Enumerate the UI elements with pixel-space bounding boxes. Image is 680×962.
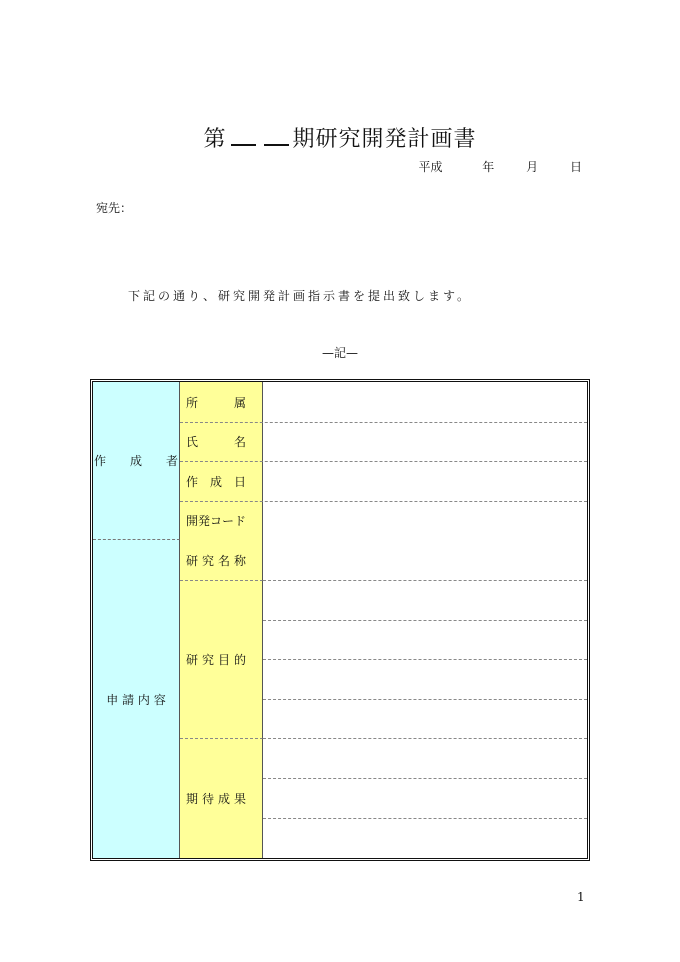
row-divider — [263, 620, 587, 621]
field-label-affiliation — [180, 382, 263, 422]
author-section-label — [93, 382, 180, 540]
field-label-dev-code — [180, 501, 263, 540]
expected-results-label-text: 期待成果 — [186, 792, 251, 806]
row-divider — [263, 580, 587, 581]
date-year: 年 — [482, 160, 495, 174]
name-label-text: 氏 名 — [186, 435, 247, 449]
dev-code-label-text: 開発コード — [186, 514, 247, 528]
row-divider — [263, 659, 587, 660]
row-divider — [180, 501, 587, 502]
title-blank-1[interactable] — [231, 126, 256, 146]
ki-heading: —記— — [321, 346, 358, 360]
date-day: 日 — [569, 160, 582, 174]
request-section-text: 申 請 内 容 — [106, 692, 166, 707]
request-section-label — [93, 540, 180, 858]
row-divider — [263, 699, 587, 700]
addressee-label: 宛先： — [96, 201, 133, 215]
field-label-research-purpose — [180, 580, 263, 738]
row-divider — [180, 461, 587, 462]
date-month: 月 — [526, 160, 539, 174]
row-divider — [263, 818, 587, 819]
date-era: 平成 — [418, 160, 443, 174]
research-purpose-label-text: 研究目的 — [186, 653, 251, 667]
dev-code-input[interactable] — [263, 501, 587, 540]
field-label-name — [180, 422, 263, 461]
title-blank-2[interactable] — [264, 126, 289, 146]
row-divider — [180, 422, 587, 423]
affiliation-label-text: 所 属 — [186, 395, 247, 410]
title-suffix: 期研究開発計画書 — [292, 127, 477, 152]
author-section-text: 作 成 者 — [93, 454, 178, 468]
research-name-label-text: 研究名称 — [186, 553, 251, 568]
application-form — [90, 379, 590, 861]
document-title — [0, 122, 680, 153]
row-divider — [263, 778, 587, 779]
intro-text: 下記の通り、研究開発計画指示書を提出致します。 — [128, 289, 473, 303]
field-label-research-name — [180, 540, 263, 580]
affiliation-input[interactable] — [263, 382, 587, 422]
date-line — [418, 158, 582, 175]
field-label-created-date — [180, 461, 263, 501]
row-divider — [263, 738, 587, 739]
page-number: 1 — [577, 890, 585, 904]
field-label-expected-results — [180, 738, 263, 858]
name-input[interactable] — [263, 422, 587, 461]
title-prefix: 第 — [203, 127, 227, 152]
created-date-label-text: 作 成 日 — [186, 474, 247, 489]
expected-results-input[interactable] — [263, 738, 587, 858]
created-date-input[interactable] — [263, 461, 587, 501]
research-name-input[interactable] — [263, 540, 587, 580]
